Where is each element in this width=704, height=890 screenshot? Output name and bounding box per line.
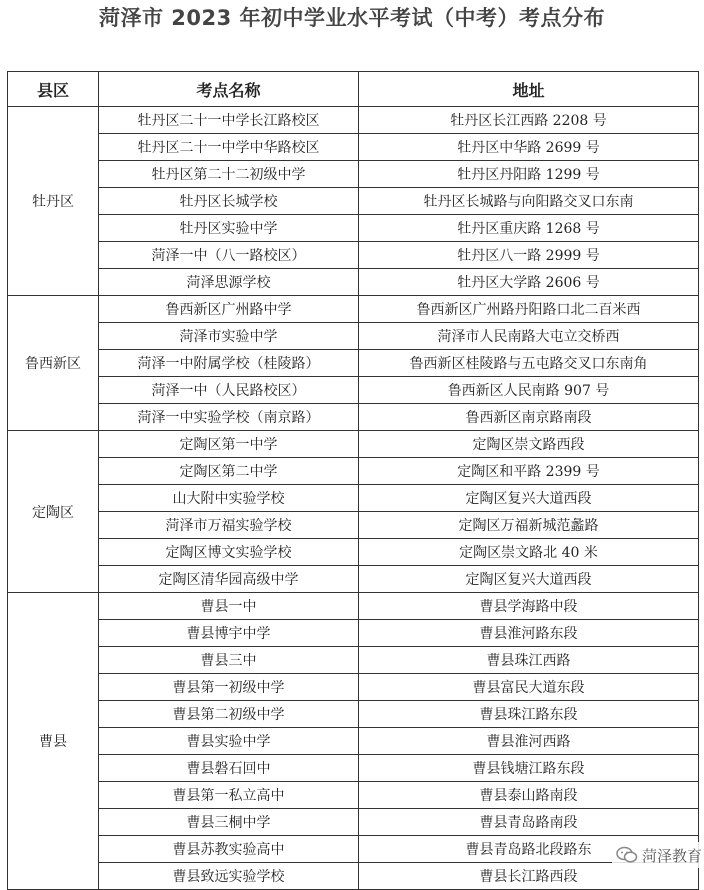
table-row: [8, 539, 699, 566]
table-row: [8, 485, 699, 512]
site-name-cell: 牡丹区二十一中学长江路校区: [99, 107, 359, 134]
address-cell: 定陶区和平路 2399 号: [359, 458, 699, 485]
address-cell: 定陶区崇文路北 40 米: [359, 539, 699, 566]
site-name-cell: 山大附中实验学校: [99, 485, 359, 512]
address-cell: 牡丹区长城路与向阳路交叉口东南: [359, 188, 699, 215]
table-row: [8, 404, 699, 431]
site-name-cell: 菏泽市实验中学: [99, 323, 359, 350]
district-cell: 牡丹区: [8, 107, 99, 296]
address-cell: 鲁西新区人民南路 907 号: [359, 377, 699, 404]
site-name-cell: 菏泽一中实验学校（南京路）: [99, 404, 359, 431]
address-cell: 牡丹区中华路 2699 号: [359, 134, 699, 161]
address-cell: 牡丹区长江西路 2208 号: [359, 107, 699, 134]
site-name-cell: 鲁西新区广州路中学: [99, 296, 359, 323]
watermark: [612, 842, 704, 868]
table-body: [8, 107, 699, 890]
site-name-cell: 菏泽一中附属学校（桂陵路）: [99, 350, 359, 377]
site-name-cell: 曹县三中: [99, 647, 359, 674]
site-name-cell: 曹县致远实验学校: [99, 863, 359, 890]
address-cell: 曹县青岛路北段路东: [359, 836, 699, 863]
table-row: [8, 728, 699, 755]
site-name-cell: 牡丹区第二十二初级中学: [99, 161, 359, 188]
table-row: [8, 242, 699, 269]
address-cell: 曹县长江路西段: [359, 863, 699, 890]
table-row: [8, 809, 699, 836]
address-cell: 曹县淮河西路: [359, 728, 699, 755]
site-name-cell: 牡丹区二十一中学中华路校区: [99, 134, 359, 161]
table-row: [8, 269, 699, 296]
site-name-cell: 菏泽市万福实验学校: [99, 512, 359, 539]
address-cell: 定陶区万福新城范蠡路: [359, 512, 699, 539]
site-name-cell: 菏泽一中（八一路校区）: [99, 242, 359, 269]
table-row: [8, 431, 699, 458]
table-row: [8, 377, 699, 404]
table-row: [8, 836, 699, 863]
wechat-icon: [616, 846, 638, 864]
site-name-cell: 曹县磐石回中: [99, 755, 359, 782]
site-name-cell: 曹县三桐中学: [99, 809, 359, 836]
table-header-row: [8, 72, 699, 107]
table-row: [8, 296, 699, 323]
site-name-cell: 牡丹区长城学校: [99, 188, 359, 215]
site-name-cell: 菏泽一中（人民路校区）: [99, 377, 359, 404]
table-row: [8, 647, 699, 674]
site-name-cell: 定陶区第二中学: [99, 458, 359, 485]
address-cell: 曹县学海路中段: [359, 593, 699, 620]
district-cell: 曹县: [8, 593, 99, 890]
table-row: [8, 458, 699, 485]
table-row: [8, 188, 699, 215]
address-cell: 曹县泰山路南段: [359, 782, 699, 809]
exam-site-table: [7, 71, 699, 890]
address-cell: 菏泽市人民南路大屯立交桥西: [359, 323, 699, 350]
site-name-cell: 菏泽思源学校: [99, 269, 359, 296]
table-row: [8, 323, 699, 350]
header-site-name: 考点名称: [99, 72, 359, 107]
table-row: [8, 674, 699, 701]
table-row: [8, 782, 699, 809]
address-cell: 曹县钱塘江路东段: [359, 755, 699, 782]
address-cell: 牡丹区丹阳路 1299 号: [359, 161, 699, 188]
header-address: 地址: [359, 72, 699, 107]
page-title: 菏泽市 2023 年初中学业水平考试（中考）考点分布: [98, 6, 606, 30]
site-name-cell: 曹县第一私立高中: [99, 782, 359, 809]
address-cell: 曹县青岛路南段: [359, 809, 699, 836]
table-row: [8, 215, 699, 242]
table-row: [8, 107, 699, 134]
site-name-cell: 曹县博宇中学: [99, 620, 359, 647]
address-cell: 鲁西新区桂陵路与五屯路交叉口东南角: [359, 350, 699, 377]
address-cell: 牡丹区八一路 2999 号: [359, 242, 699, 269]
table-row: [8, 620, 699, 647]
address-cell: 牡丹区重庆路 1268 号: [359, 215, 699, 242]
site-name-cell: 曹县苏教实验高中: [99, 836, 359, 863]
site-name-cell: 定陶区第一中学: [99, 431, 359, 458]
table-row: [8, 566, 699, 593]
site-name-cell: 曹县第一初级中学: [99, 674, 359, 701]
address-cell: 曹县珠江路东段: [359, 701, 699, 728]
site-name-cell: 曹县实验中学: [99, 728, 359, 755]
site-name-cell: 定陶区博文实验学校: [99, 539, 359, 566]
watermark-text: 菏泽教育: [641, 846, 702, 865]
address-cell: 鲁西新区南京路南段: [359, 404, 699, 431]
address-cell: 定陶区复兴大道西段: [359, 485, 699, 512]
district-cell: 定陶区: [8, 431, 99, 593]
table-row: [8, 350, 699, 377]
address-cell: 定陶区复兴大道西段: [359, 566, 699, 593]
address-cell: 曹县珠江西路: [359, 647, 699, 674]
table-row: [8, 863, 699, 890]
district-cell: 鲁西新区: [8, 296, 99, 431]
address-cell: 鲁西新区广州路丹阳路口北二百米西: [359, 296, 699, 323]
table-row: [8, 593, 699, 620]
address-cell: 定陶区崇文路西段: [359, 431, 699, 458]
site-name-cell: 定陶区清华园高级中学: [99, 566, 359, 593]
table-row: [8, 755, 699, 782]
table-row: [8, 512, 699, 539]
address-cell: 曹县淮河路东段: [359, 620, 699, 647]
header-district: 县区: [8, 72, 99, 107]
address-cell: 牡丹区大学路 2606 号: [359, 269, 699, 296]
table-row: [8, 134, 699, 161]
table-row: [8, 701, 699, 728]
table-row: [8, 161, 699, 188]
address-cell: 曹县富民大道东段: [359, 674, 699, 701]
site-name-cell: 牡丹区实验中学: [99, 215, 359, 242]
site-name-cell: 曹县第二初级中学: [99, 701, 359, 728]
site-name-cell: 曹县一中: [99, 593, 359, 620]
